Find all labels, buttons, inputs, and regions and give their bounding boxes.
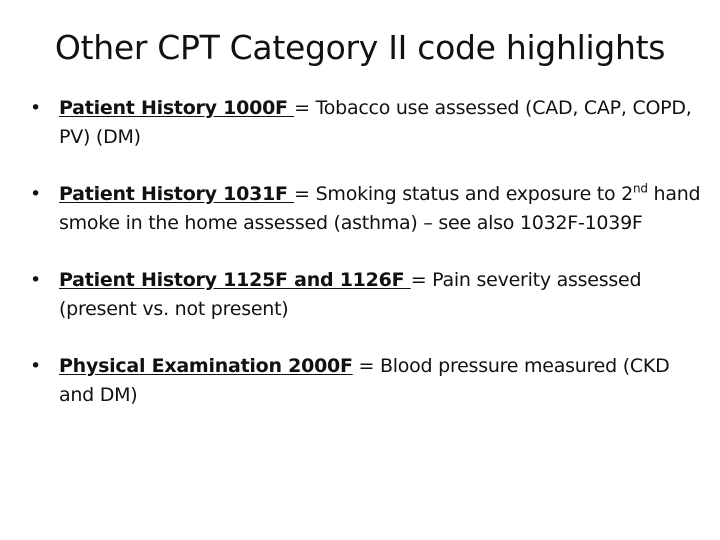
- bullet-marker: •: [30, 355, 41, 377]
- code-label: Patient History 1000F: [59, 97, 295, 119]
- code-label: Patient History 1031F: [59, 183, 295, 205]
- bullet-marker: •: [30, 97, 41, 119]
- code-description: Tobacco use assessed (CAD, CAP, COPD, PV) (DM): [59, 97, 692, 148]
- equals-separator: =: [410, 269, 433, 291]
- bullet-marker: •: [30, 269, 41, 291]
- code-description-continued: hand smoke in the home assessed (asthma) – see also 1032F-1039F: [59, 183, 701, 234]
- bullet-item-1000f: [30, 94, 710, 152]
- superscript-ordinal: nd: [633, 181, 648, 196]
- bullet-list: [30, 94, 710, 438]
- equals-separator: =: [294, 183, 316, 205]
- code-label: Patient History 1125F and 1126F: [59, 269, 411, 291]
- equals-separator: =: [294, 97, 316, 119]
- code-label: Physical Examination 2000F: [59, 355, 353, 377]
- equals-separator: =: [352, 355, 380, 377]
- bullet-item-1125f-1126f: [30, 266, 710, 324]
- bullet-item-1031f: [30, 180, 710, 238]
- code-description: Smoking status and exposure to 2: [315, 183, 633, 205]
- slide-title: Other CPT Category II code highlights: [54, 28, 666, 67]
- bullet-marker: •: [30, 183, 41, 205]
- code-description: Pain severity assessed (present vs. not present): [59, 269, 642, 320]
- code-description: Blood pressure measured (CKD and DM): [59, 355, 670, 406]
- bullet-item-2000f: [30, 352, 710, 410]
